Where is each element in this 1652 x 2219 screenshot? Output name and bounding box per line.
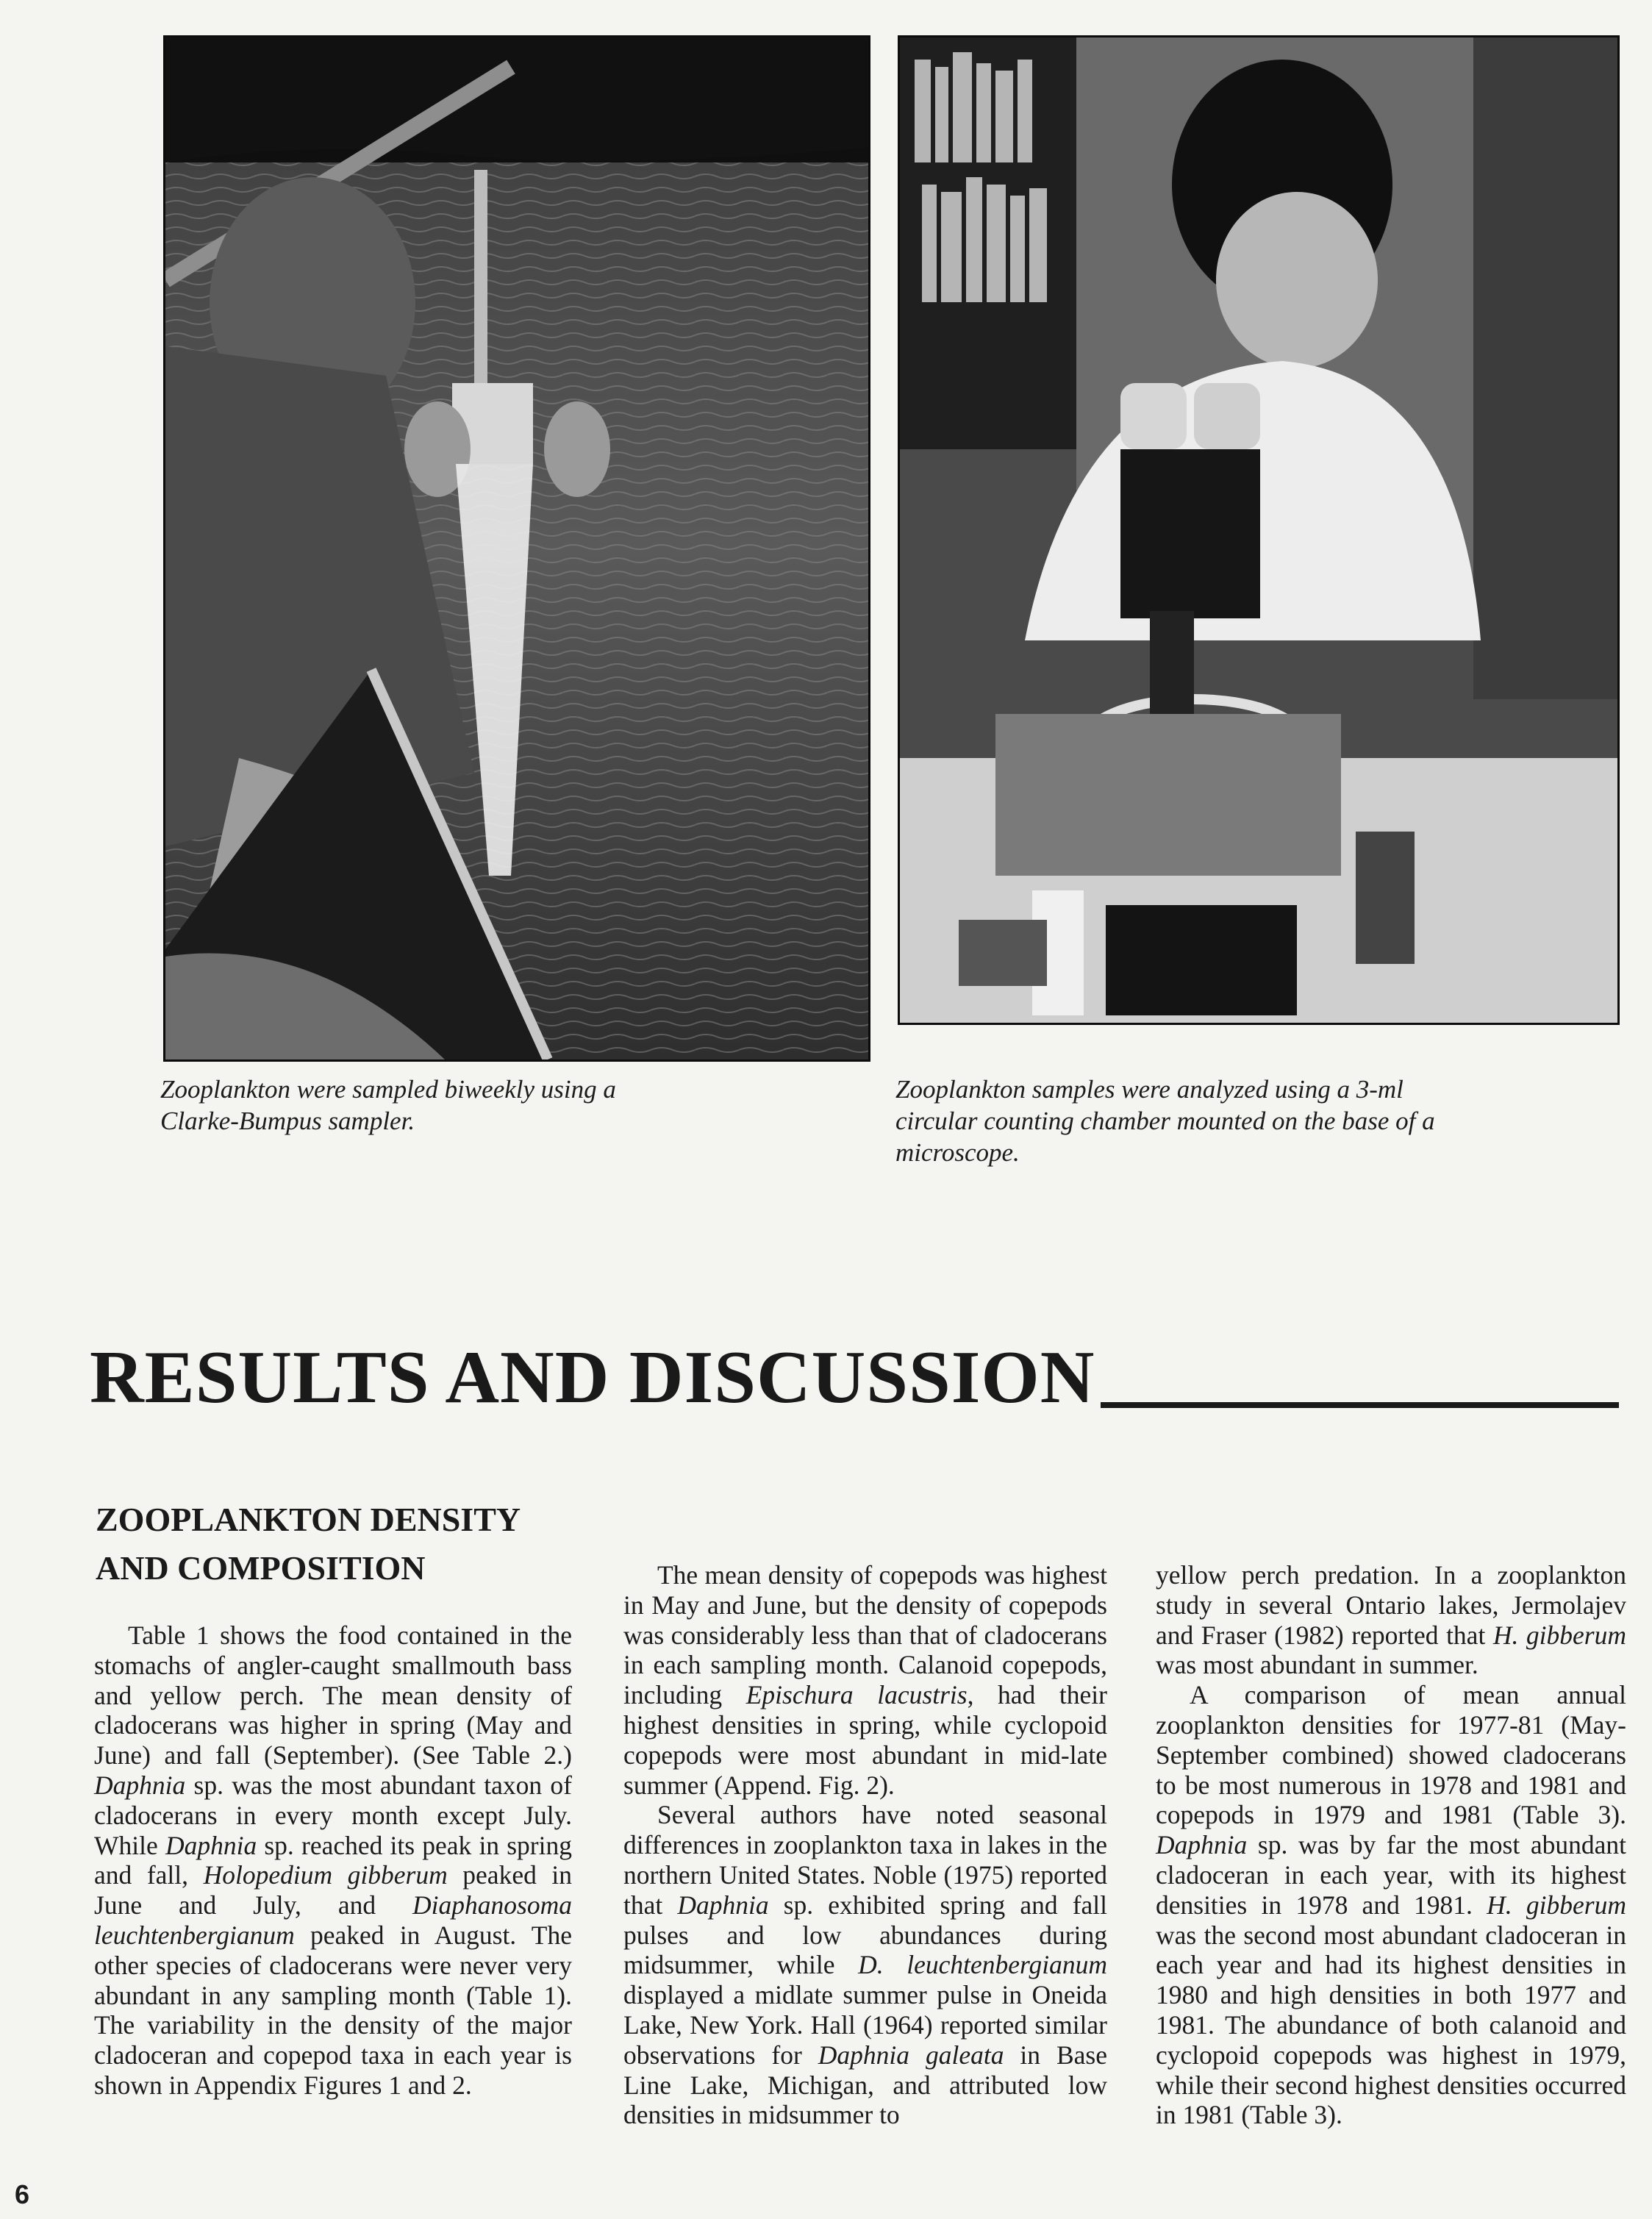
text-run: sp. was the most abundant taxon of cladocerans in every month except July. While — [94, 1770, 572, 1860]
caption-microscope-analysis: Zooplankton samples were analyzed using a 3-ml circular counting chamber mounted on the base of a microscope. — [895, 1075, 1435, 1167]
taxon-name: H. gibberum — [1487, 1890, 1626, 1920]
text-run: was most abundant in summer. — [1156, 1650, 1478, 1680]
taxon-name: Daphnia — [677, 1890, 769, 1920]
taxon-name: Daphnia — [94, 1770, 186, 1800]
text-run: peaked in June and July, and — [94, 1860, 572, 1920]
subsection-heading — [96, 1496, 625, 1593]
text-run: in Base Line Lake, Michigan, and attributed low densities in midsummer to — [623, 2040, 1108, 2130]
subsection-title-line2: AND COMPOSITION — [96, 1549, 426, 1587]
photo-plankton-sampling — [163, 35, 870, 1062]
text-run: sp. reached its peak in spring and fall, — [94, 1830, 572, 1890]
taxon-name: H. gibberum — [1492, 1620, 1626, 1650]
taxon-name: Daphnia — [165, 1830, 257, 1860]
text-run: Table 1 shows the food contained in the stomachs of angler-caught smallmouth bass and yellow perch. The mean density of cladocerans was higher in spring (May and June) and fall (September). (See Table 2.) — [94, 1621, 572, 1770]
paragraph — [94, 1621, 572, 2101]
taxon-name: Holopedium gibberum — [203, 1860, 448, 1890]
subsection-title-line1: ZOOPLANKTON DENSITY — [96, 1501, 521, 1538]
taxon-name: D. leuchtenbergianum — [858, 1950, 1108, 1980]
text-run: Several authors have noted seasonal differences in zooplankton taxa in lakes in the northern United States. Noble (1975) reported that — [623, 1800, 1107, 1920]
text-run: sp. exhibited spring and fall pulses and low abundances during midsummer, while — [623, 1890, 1107, 1980]
body-column-2 — [623, 1560, 1107, 2130]
taxon-name: Daphnia galeata — [818, 2040, 1004, 2070]
taxon-name: Epischura lacustris — [745, 1680, 968, 1710]
photo-microscope-analysis-image — [900, 37, 1617, 1023]
taxon-name: Diaphanosoma leuchtenbergianum — [94, 1890, 572, 1950]
section-title: RESULTS AND DISCUSSION — [90, 1336, 1095, 1419]
text-run: yellow perch predation. In a zooplankton study in several Ontario lakes, Jermolajev and Fraser (1982) reported that — [1156, 1560, 1626, 1650]
text-run: A comparison of mean annual zooplankton densities for 1977-81 (May-September combined) showed cladocerans to be most numerous in 1978 and 1981 and copepods in 1979 and 1981 (Table 3). — [1156, 1680, 1626, 1830]
body-column-1 — [94, 1621, 572, 2101]
text-run: , had their highest densities in spring, while cyclopoid copepods were most abundant in mid-late summer (Append. Fig. 2). — [623, 1680, 1107, 1800]
section-heading — [90, 1334, 1619, 1419]
photo-microscope-analysis — [898, 35, 1620, 1025]
text-run: sp. was by far the most abundant cladoceran in each year, with its highest densities in 1978 and 1981. — [1156, 1830, 1626, 1920]
paragraph — [1156, 1560, 1626, 1680]
body-column-3 — [1156, 1560, 1626, 2130]
taxon-name: Daphnia — [1156, 1830, 1248, 1860]
text-run: The mean density of copepods was highest in May and June, but the density of copepods was considerably less than that of cladocerans in each sampling month. Calanoid copepods, including — [623, 1560, 1107, 1710]
text-run: peaked in August. The other species of cladocerans were never very abundant in any sampling month (Table 1). The variability in the density of the major cladoceran and copepod taxa in each year is shown in Appendix Figures 1 and 2. — [94, 1920, 572, 2100]
photo-plankton-sampling-image — [165, 37, 868, 1060]
paragraph — [623, 1800, 1107, 2130]
caption-plankton-sampling: Zooplankton were sampled biweekly using a Clarke-Bumpus sampler. — [160, 1075, 616, 1135]
section-rule — [1101, 1402, 1619, 1408]
text-run: was the second most abundant cladoceran in each year and had its highest densities in 1980 and high densities in both 1977 and 1981. The abundance of both calanoid and cyclopoid copepods was highest in 1979, while their second highest densities occurred in 1981 (Table 3). — [1156, 1920, 1626, 2130]
paragraph — [1156, 1680, 1626, 2130]
page-number: 6 — [15, 2179, 30, 2209]
text-run: displayed a midlate summer pulse in Oneida Lake, New York. Hall (1964) reported similar observations for — [623, 1980, 1107, 2070]
paragraph — [623, 1560, 1107, 1800]
